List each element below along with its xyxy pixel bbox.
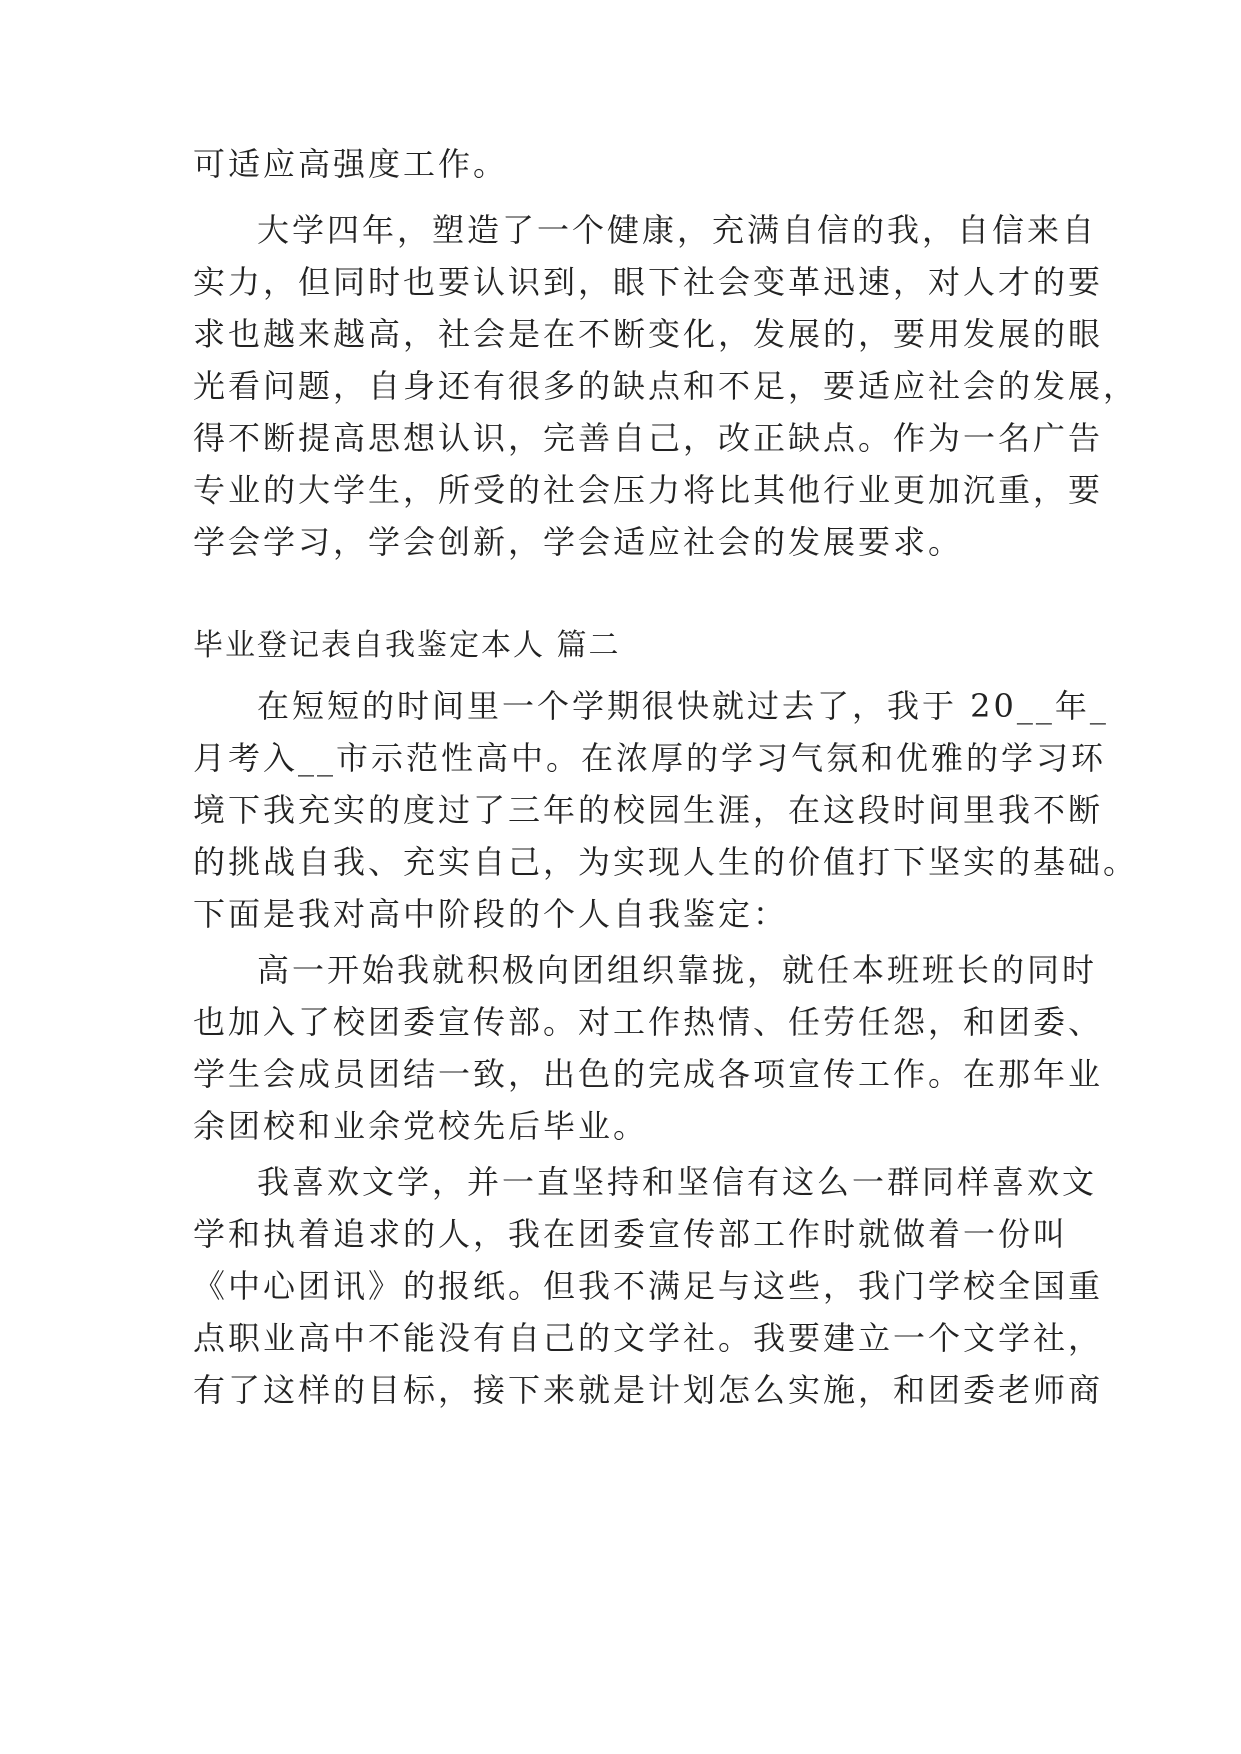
text-line: 求也越来越高，社会是在不断变化，发展的，要用发展的眼 [193, 315, 1104, 353]
text-line: 学生会成员团结一致，出色的完成各项宣传工作。在那年业 [193, 1055, 1104, 1093]
text-line: 《中心团讯》的报纸。但我不满足与这些，我门学校全国重 [193, 1267, 1104, 1305]
text-line: 下面是我对高中阶段的个人自我鉴定： [193, 895, 789, 933]
text-line: 专业的大学生，所受的社会压力将比其他行业更加沉重，要 [193, 471, 1104, 509]
text-line: 也加入了校团委宣传部。对工作热情、任劳任怨，和团委、 [193, 1003, 1104, 1041]
text-line: 学和执着追求的人，我在团委宣传部工作时就做着一份叫 [193, 1215, 1069, 1253]
text-line: 光看问题，自身还有很多的缺点和不足，要适应社会的发展， [193, 367, 1139, 405]
text-line: 月考入__市示范性高中。在浓厚的学习气氛和优雅的学习环 [193, 739, 1107, 777]
text-line: 学会学习，学会创新，学会适应社会的发展要求。 [193, 523, 964, 561]
text-line: 点职业高中不能没有自己的文学社。我要建立一个文学社， [193, 1319, 1104, 1357]
text-line: 境下我充实的度过了三年的校园生涯，在这段时间里我不断 [193, 791, 1104, 829]
text-line: 的挑战自我、充实自己，为实现人生的价值打下坚实的基础。 [193, 843, 1139, 881]
paragraph-first-line: 大学四年，塑造了一个健康，充满自信的我，自信来自 [257, 211, 1098, 249]
text-line: 可适应高强度工作。 [193, 145, 509, 183]
text-line: 余团校和业余党校先后毕业。 [193, 1107, 649, 1145]
paragraph-first-line: 我喜欢文学，并一直坚持和坚信有这么一群同样喜欢文 [257, 1163, 1098, 1201]
paragraph-first-line: 在短短的时间里一个学期很快就过去了，我于 20__年_ [257, 687, 1109, 725]
section-heading: 毕业登记表自我鉴定本人 篇二 [193, 628, 621, 663]
text-line: 实力，但同时也要认识到，眼下社会变革迅速，对人才的要 [193, 263, 1104, 301]
paragraph-first-line: 高一开始我就积极向团组织靠拢，就任本班班长的同时 [257, 951, 1098, 989]
text-line: 得不断提高思想认识，完善自己，改正缺点。作为一名广告 [193, 419, 1104, 457]
text-line: 有了这样的目标，接下来就是计划怎么实施，和团委老师商 [193, 1371, 1104, 1409]
